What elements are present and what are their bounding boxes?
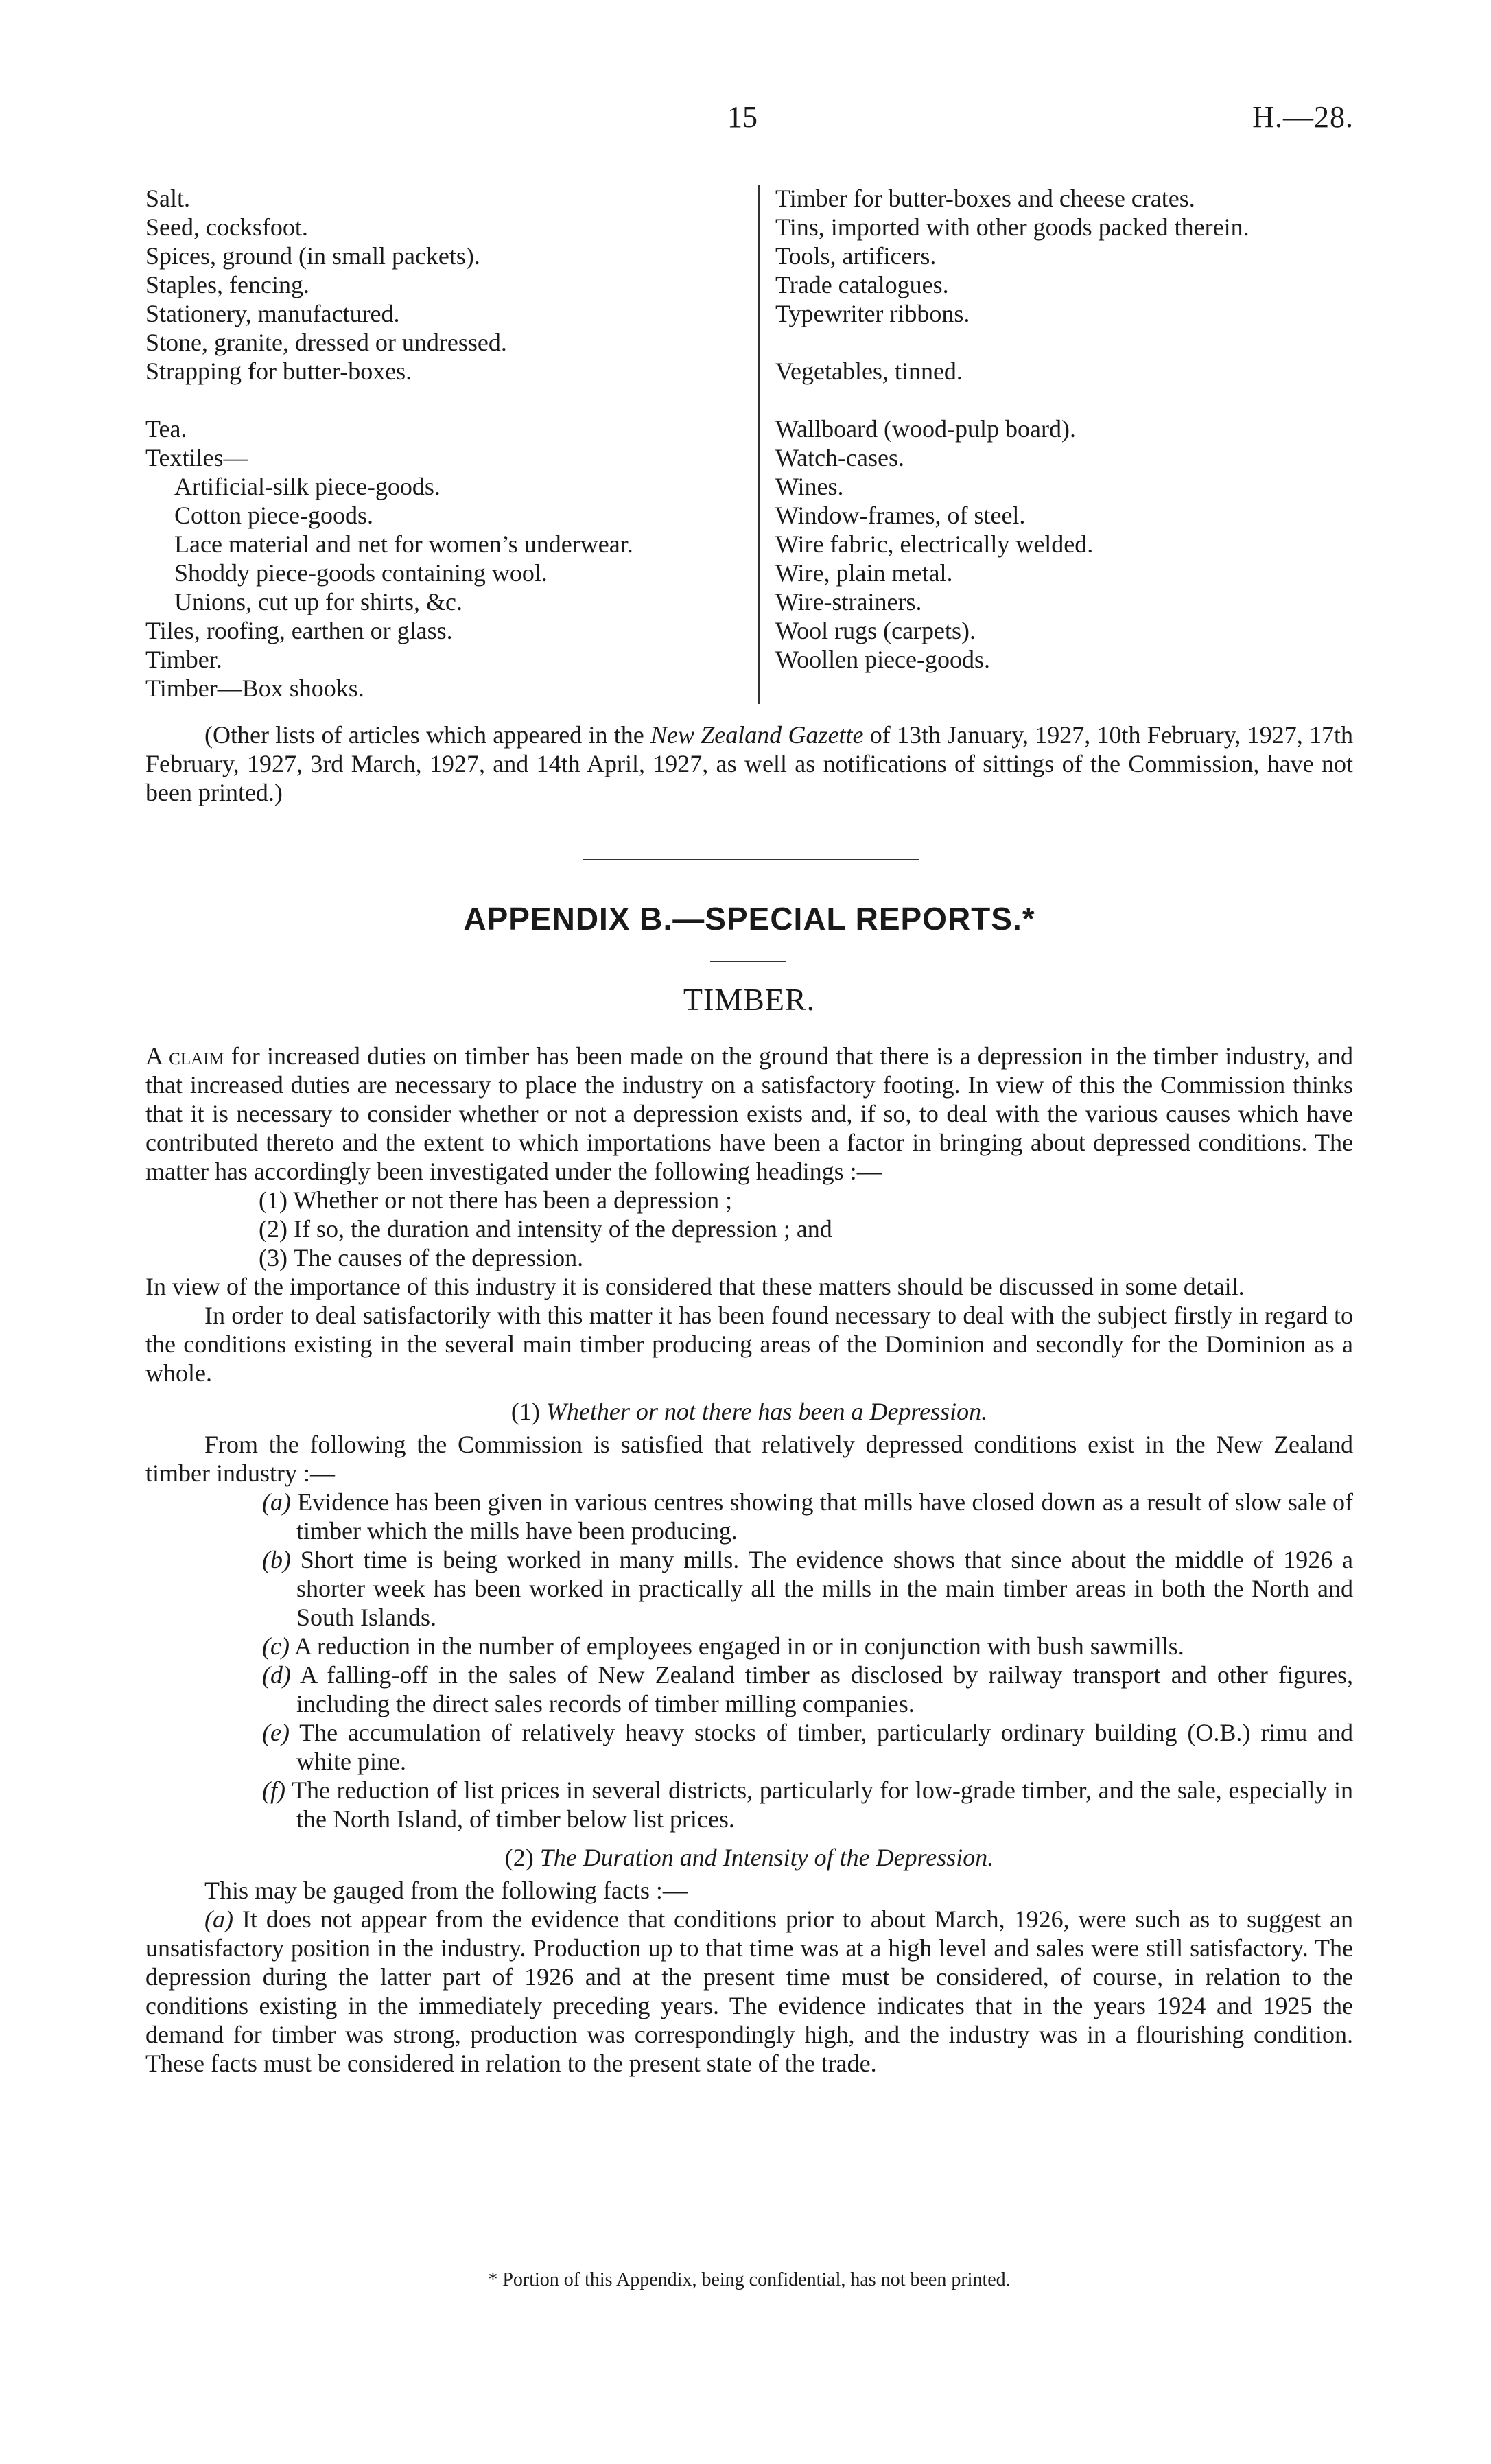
- list-item: Timber.: [145, 646, 222, 673]
- list-subitem: Artificial-silk piece-goods.: [174, 473, 441, 500]
- subsection-heading: [145, 1397, 1353, 1426]
- heading-item: (1) Whether or not there has been a depression ;: [259, 1186, 733, 1214]
- item-label: (a): [204, 1905, 233, 1933]
- list-item: Vegetables, tinned.: [775, 357, 963, 385]
- note-text: (Other lists of articles which appeared in the: [204, 721, 650, 749]
- heading-item: (3) The causes of the depression.: [259, 1244, 584, 1271]
- list-item: Staples, fencing.: [145, 271, 309, 298]
- evidence-item: [145, 1661, 1353, 1718]
- list-item: Spices, ground (in small packets).: [145, 242, 480, 270]
- list-item: Woollen piece-goods.: [775, 646, 991, 673]
- appendix-title: APPENDIX B.—SPECIAL REPORTS.*: [463, 901, 1035, 937]
- subsection-number: (1): [510, 1398, 546, 1425]
- list-item: Tools, artificers.: [775, 242, 937, 270]
- heading-item: (2) If so, the duration and intensity of the depression ; and: [259, 1215, 832, 1243]
- list-item: Wines.: [775, 473, 844, 500]
- evidence-item: [145, 1488, 1353, 1545]
- item-label: (c): [262, 1632, 290, 1660]
- list-subitem: Unions, cut up for shirts, &c.: [174, 588, 462, 615]
- list-spacer: [145, 386, 749, 414]
- list-item: Wallboard (wood-pulp board).: [775, 415, 1076, 443]
- list-item: Stationery, manufactured.: [145, 300, 400, 327]
- list-item: Salt.: [145, 185, 191, 212]
- item-label: (a): [262, 1488, 291, 1516]
- list-spacer: [775, 386, 1372, 414]
- list-item: Stone, granite, dressed or undressed.: [145, 329, 507, 356]
- list-item: Wire-strainers.: [775, 588, 922, 615]
- item-text: A reduction in the number of employees engaged in or in conjunction with bush sawmills.: [289, 1632, 1184, 1660]
- report-body: [145, 1042, 1353, 2078]
- list-item: Tins, imported with other goods packed therein.: [775, 213, 1249, 241]
- list-item: Typewriter ribbons.: [775, 300, 970, 327]
- item-text: The reduction of list prices in several districts, particularly for low-grade timber, and the sale, especially in the North Island, of timber below list prices.: [285, 1776, 1353, 1833]
- paragraph: In order to deal satisfactorily with this matter it has been found necessary to deal with the subject firstly in regard to the conditions existing in the several main timber producing areas of the Dominion and secondly for the Dominion as a whole.: [145, 1302, 1353, 1387]
- list-item: Window-frames, of steel.: [775, 502, 1026, 529]
- list-item: Strapping for butter-boxes.: [145, 357, 412, 385]
- list-item: Tiles, roofing, earthen or glass.: [145, 617, 453, 644]
- subsection-title: The Duration and Intensity of the Depression.: [539, 1844, 994, 1871]
- list-item: Wool rugs (carpets).: [775, 617, 976, 644]
- list-item: Watch-cases.: [775, 444, 904, 471]
- list-item: Textiles—: [145, 444, 248, 471]
- list-subitem: Cotton piece-goods.: [174, 502, 373, 529]
- list-item: Timber—Box shooks.: [145, 674, 364, 702]
- item-text: A falling-off in the sales of New Zealand timber as disclosed by railway transport and other figures, including the direct sales records of timber milling companies.: [290, 1661, 1353, 1717]
- lead-word: A claim: [145, 1042, 224, 1070]
- other-lists-note: [145, 720, 1353, 807]
- section-divider: [583, 859, 919, 860]
- list-subitem: Lace material and net for women’s underwear.: [174, 530, 633, 558]
- item-label: (f): [262, 1776, 285, 1804]
- gazette-name: New Zealand Gazette: [650, 721, 864, 749]
- item-text: Evidence has been given in various centres showing that mills have closed down as a result of slow sale of timber which the mills have been producing.: [290, 1488, 1353, 1545]
- list-item: Trade catalogues.: [775, 271, 949, 298]
- paragraph-text: It does not appear from the evidence that conditions prior to about March, 1926, were such as to suggest an unsatisfactory position in the industry. Production up to that time was at a high level and sales were still satisfactory. The depression during the latter part of 1926 and at the present time must be considered, of course, in relation to the conditions existing in the immediately preceding years. The evidence indicates that in the years 1924 and 1925 the demand for timber was strong, production was correspondingly high, and the industry was in a flourishing condition. These facts must be considered in relation to the present state of the trade.: [145, 1905, 1353, 2077]
- list-subitem: Shoddy piece-goods containing wool.: [174, 559, 548, 587]
- document-reference: H.—28.: [1252, 100, 1354, 134]
- page-number: 15: [727, 100, 758, 134]
- list-item: Timber for butter-boxes and cheese crates.: [775, 185, 1195, 212]
- item-label: (d): [262, 1661, 291, 1689]
- list-item: Tea.: [145, 415, 187, 443]
- list-spacer: [775, 328, 1372, 357]
- item-label: (e): [262, 1719, 290, 1746]
- subsection-title: Whether or not there has been a Depression.: [545, 1398, 988, 1425]
- paragraph: In view of the importance of this industry it is considered that these matters should be discussed in some detail.: [145, 1273, 1245, 1300]
- list-item: Wire, plain metal.: [775, 559, 953, 587]
- paragraph: This may be gauged from the following facts :—: [204, 1877, 688, 1904]
- paragraph: [145, 1905, 1353, 2078]
- paragraph: From the following the Commission is satisfied that relatively depressed conditions exist in the New Zealand timber industry :—: [145, 1431, 1353, 1487]
- footnote: * Portion of this Appendix, being confidential, has not been printed.: [488, 2269, 1011, 2290]
- subsection-heading: [145, 1843, 1353, 1872]
- evidence-item: [145, 1718, 1353, 1776]
- item-text: The accumulation of relatively heavy stocks of timber, particularly ordinary building (O.B.) rimu and white pine.: [289, 1719, 1353, 1775]
- note-text: of 13th January, 1927, 10th February, 1927, 17th February, 1927, 3rd March, 1927, and 14th April, 1927, as well as notifications of sittings of the Commission, have not been printed.): [145, 721, 1353, 806]
- evidence-item: [145, 1632, 1353, 1661]
- list-item: Wire fabric, electrically welded.: [775, 530, 1094, 558]
- left-article-list: [145, 184, 749, 703]
- subsection-number: (2): [504, 1844, 540, 1871]
- evidence-item: [145, 1776, 1353, 1833]
- paragraph-text: for increased duties on timber has been made on the ground that there is a depression in the timber industry, and that increased duties are necessary to place the industry on a satisfactory footing. In view of this the Commission thinks that it is necessary to consider whether or not a depression exists and, if so, to deal with the various causes which have contributed thereto and the extent to which importations have been a factor in bringing about depressed conditions. The matter has accordingly been investigated under the following headings :—: [145, 1042, 1353, 1185]
- column-divider: [758, 185, 760, 704]
- intro-paragraph: [145, 1042, 1353, 1186]
- item-text: Short time is being worked in many mills. The evidence shows that since about the middle of 1926 a shorter week has been worked in practically all the mills in the main timber areas in both the North and South Islands.: [290, 1546, 1353, 1631]
- evidence-item: [145, 1545, 1353, 1632]
- right-article-list: [775, 184, 1372, 674]
- list-item: Seed, cocksfoot.: [145, 213, 308, 241]
- title-divider: [710, 961, 786, 962]
- item-label: (b): [262, 1546, 291, 1573]
- section-title: TIMBER.: [683, 982, 816, 1017]
